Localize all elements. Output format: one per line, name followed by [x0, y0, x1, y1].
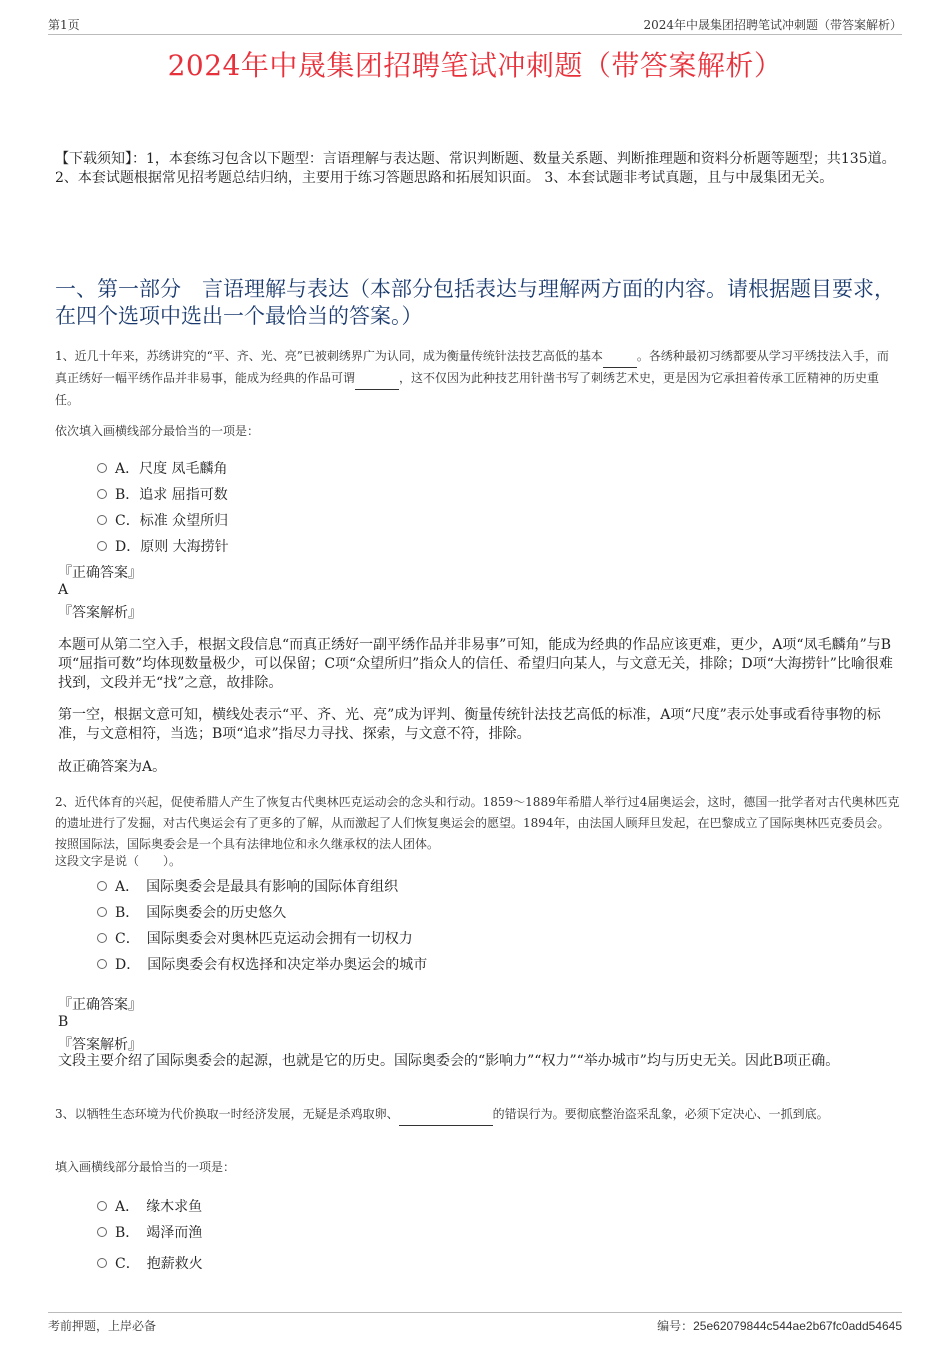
- radio-icon[interactable]: [97, 933, 107, 943]
- option-a[interactable]: A． 缘木求鱼: [97, 1196, 202, 1216]
- correct-answer: B: [58, 1014, 69, 1030]
- analysis-conclusion: 故正确答案为A。: [58, 759, 167, 775]
- radio-icon[interactable]: [97, 489, 107, 499]
- radio-icon[interactable]: [97, 1227, 107, 1237]
- correct-answer-label: 『正确答案』: [58, 565, 142, 581]
- footer-code: [657, 1317, 902, 1334]
- option-b[interactable]: B． 国际奥委会的历史悠久: [97, 902, 286, 922]
- question-3-stem: 3、以牺牲生态环境为代价换取一时经济发展，无疑是杀鸡取卵、 的错误行为。要彻底整治盗采乱象，必须下定决心、一抓到底。: [55, 1104, 900, 1126]
- analysis-paragraph: 第一空，根据文意可知，横线处表示“平、齐、光、亮”成为评判、衡量传统针法技艺高低的标准，A项“尺度”表示处事或看待事物的标准，与文意相符，当选；B项“追求”指尽力寻找、探索，与文意不符，排除。: [58, 707, 881, 742]
- option-a[interactable]: A．尺度 凤毛麟角: [97, 458, 228, 478]
- fill-blank: [355, 368, 399, 390]
- question-1-prompt: 依次填入画横线部分最恰当的一项是：: [55, 424, 260, 438]
- radio-icon[interactable]: [97, 907, 107, 917]
- page-number: 第1页: [48, 18, 80, 32]
- radio-icon[interactable]: [97, 515, 107, 525]
- radio-icon[interactable]: [97, 463, 107, 473]
- option-d[interactable]: D．原则 大海捞针: [97, 536, 229, 556]
- radio-icon[interactable]: [97, 1201, 107, 1211]
- radio-icon[interactable]: [97, 881, 107, 891]
- document-title: 2024年中晟集团招聘笔试冲刺题（带答案解析）: [167, 49, 783, 82]
- section-heading: 一、第一部分 言语理解与表达（本部分包括表达与理解两方面的内容。请根据题目要求，在四个选项中选出一个最恰当的答案。）: [55, 277, 895, 328]
- page-header: [48, 14, 902, 35]
- footer-code-value: 25e62079844c544ae2b67fc0add54645: [693, 1319, 902, 1333]
- option-b[interactable]: B． 竭泽而渔: [97, 1222, 202, 1242]
- question-2-prompt: 这段文字是说（ ）。: [55, 854, 182, 868]
- analysis-label: 『答案解析』: [58, 605, 142, 621]
- question-1-stem: 1、近几十年来，苏绣讲究的“平、齐、光、亮”已被刺绣界广为认同，成为衡量传统针法技艺高低的基本 。各绣种最初习绣都要从学习平绣技法入手，而真正绣好一幅平绣作品并非易事，能成为经典的作品可谓 ，这不仅因为此种技艺用针凿书写了刺绣艺术史，更是因为它承担着传承工匠精神的历史重任。: [55, 346, 900, 411]
- analysis-paragraph: 文段主要介绍了国际奥委会的起源，也就是它的历史。国际奥委会的“影响力”“权力”“举办城市”均与历史无关。因此B项正确。: [58, 1053, 840, 1069]
- option-b[interactable]: B．追求 屈指可数: [97, 484, 228, 504]
- correct-answer: A: [58, 582, 69, 598]
- option-d[interactable]: D． 国际奥委会有权选择和决定举办奥运会的城市: [97, 954, 427, 974]
- option-a[interactable]: A． 国际奥委会是最具有影响的国际体育组织: [97, 876, 398, 896]
- page-footer: [48, 1312, 902, 1335]
- analysis-paragraph: 本题可从第二空入手，根据文段信息“而真正绣好一副平绣作品并非易事”可知，能成为经典的作品应该更难，更少，A项“凤毛麟角”与B项“屈指可数”均体现数量极少，可以保留；C项“众望所归”指众人的信任、希望归向某人，与文意无关，排除；D项“大海捞针”比喻很难找到，文段并无“找”之意，故排除。: [58, 637, 893, 691]
- footer-slogan: 考前押题，上岸必备: [48, 1319, 157, 1333]
- radio-icon[interactable]: [97, 959, 107, 969]
- question-2-stem: 2、近代体育的兴起，促使希腊人产生了恢复古代奥林匹克运动会的念头和行动。1859～1889年希腊人举行过4届奥运会，这时，德国一批学者对古代奥林匹克的遗址进行了发掘，对古代奥运会有了更多的了解，从而激起了人们恢复奥运会的愿望。1894年，由法国人顾拜旦发起，在巴黎成立了国际奥林匹克委员会。按照国际法，国际奥委会是一个具有法律地位和永久继承权的法人团体。: [55, 795, 900, 851]
- analysis-label: 『答案解析』: [58, 1037, 142, 1053]
- fill-blank: [399, 1104, 493, 1126]
- option-c[interactable]: C． 抱薪救火: [97, 1253, 203, 1273]
- radio-icon[interactable]: [97, 541, 107, 551]
- header-doc-title: 2024年中晟集团招聘笔试冲刺题（带答案解析）: [643, 18, 902, 32]
- option-c[interactable]: C． 国际奥委会对奥林匹克运动会拥有一切权力: [97, 928, 413, 948]
- radio-icon[interactable]: [97, 1258, 107, 1268]
- fill-blank: [603, 346, 637, 368]
- option-c[interactable]: C．标准 众望所归: [97, 510, 228, 530]
- footer-code-label: 编号：: [657, 1319, 694, 1333]
- question-3-prompt: 填入画横线部分最恰当的一项是：: [55, 1160, 236, 1174]
- correct-answer-label: 『正确答案』: [58, 997, 142, 1013]
- download-notice: 【下载须知】：1，本套练习包含以下题型：言语理解与表达题、常识判断题、数量关系题、判断推理题和资料分析题等题型；共135道。 2、本套试题根据常见招考题总结归纳，主要用于练习答题思路和拓展知识面。 3、本套试题非考试真题，且与中晟集团无关。: [55, 151, 896, 186]
